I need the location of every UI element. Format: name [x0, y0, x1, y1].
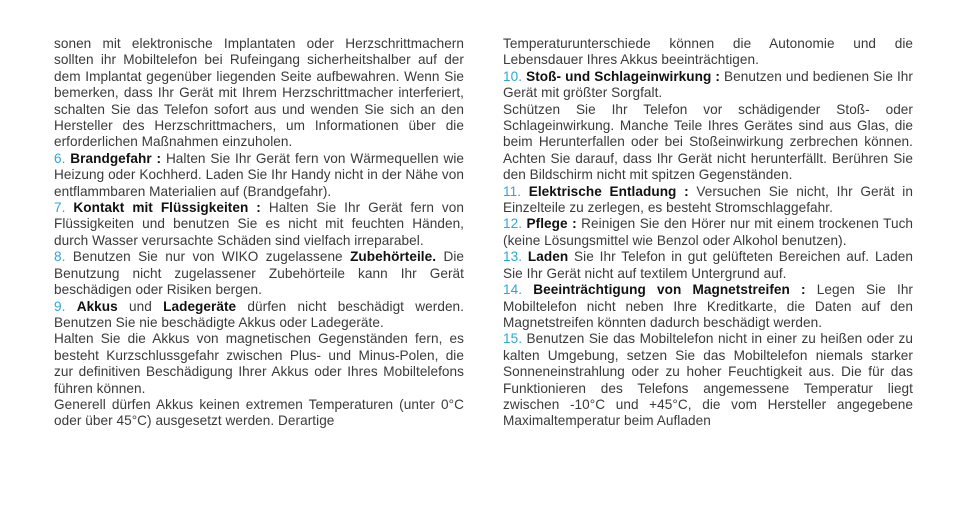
section-6 [54, 151, 464, 200]
paragraph-battery-temperature: Generell dürfen Akkus keinen extremen Temperaturen (unter 0°C oder über 45°C) ausgesetzt werden. Derartige [54, 396, 464, 429]
section-number: 15. [503, 331, 527, 347]
right-column [503, 36, 913, 430]
section-title: Ladegeräte [163, 298, 237, 314]
section-text: und [117, 298, 164, 314]
section-7 [54, 200, 464, 249]
section-number: 7. [54, 200, 74, 216]
section-text: Reinigen Sie den Hörer nur mit einem trockenen Tuch (keine Lösungsmittel wie Benzol oder Alkohol benutzen). [503, 216, 914, 248]
section-title: Stoß- und Schlageinwirkung : [526, 68, 720, 84]
section-title: Kontakt mit Flüssigkeiten : [73, 200, 261, 216]
section-number: 14. [503, 282, 534, 298]
section-text: Versuchen Sie nicht, Ihr Gerät in Einzelteile zu zerlegen, es besteht Stromschlaggefahr. [503, 183, 913, 216]
section-title: Beeinträchtigung von Magnetstreifen : [533, 282, 806, 298]
section-8 [54, 249, 464, 298]
section-number: 6. [54, 150, 71, 166]
section-title: Laden [527, 249, 569, 265]
paragraph-pacemaker: sonen mit elektronische Implantaten oder Herzschrittmachern sollten ihr Mobiltelefon bei Rufeingang sicherheitshalber auf der dem Implantat gegenüber liegenden Seite aufbewahren. Wenn Sie bemerken, dass Ihr Gerät mit Ihrem Herzschrittmacher interferiert, schalten Sie das Telefon sofort aus und wenden Sie sich an den Hersteller des Herzschrittmachers, um Informationen über die erforderlichen Maßnahmen einzuholen. [54, 36, 464, 150]
section-number: 10. [503, 68, 527, 84]
section-number: 13. [503, 249, 528, 265]
section-number: 11. [503, 183, 529, 199]
section-9 [54, 299, 464, 332]
section-11 [503, 184, 913, 217]
section-10 [503, 69, 913, 102]
section-number: 8. [54, 249, 73, 265]
section-number: 12. [503, 216, 527, 232]
left-column [54, 36, 464, 430]
section-text: Benutzen und bedienen Sie Ihr Gerät mit größter Sorgfalt. [503, 68, 913, 101]
section-13 [503, 249, 913, 282]
paragraph-impact-protection: Schützen Sie Ihr Telefon vor schädigender Stoß- oder Schlageinwirkung. Manche Teile Ihres Gerätes sind aus Glas, die beim Herunterfallen oder bei Stoßeinwirkung zerbrechen können. Achten Sie darauf, dass Ihr Gerät nicht herunterfällt. Berühren Sie den Bildschirm nicht mit spitzen Gegenständen. [503, 101, 913, 183]
section-text: Die Benutzung nicht zugelassener Zubehörteile kann Ihr Gerät beschädigen oder Risiken bergen. [54, 249, 465, 298]
section-text: Benutzen Sie das Mobiltelefon nicht in einer zu heißen oder zu kalten Umgebung, setzen Sie das Mobiltelefon niemals starker Sonneneinstrahlung oder zu hoher Feuchtigkeit aus. Die für das Funktionieren des Telefons angemessene Temperatur liegt zwischen -10°C und +45°C, die vom Hersteller angegebene Maximaltemperatur beim Aufladen [503, 331, 914, 429]
section-text: Halten Sie Ihr Gerät fern von Wärmequellen wie Heizung oder Kochherd. Laden Sie Ihr Handy nicht in der Nähe von entflammbaren Materialien auf (Brandgefahr). [54, 150, 465, 199]
section-title: Pflege : [526, 216, 577, 232]
section-text: Sie Ihr Telefon in gut gelüfteten Bereichen auf. Laden Sie Ihr Gerät nicht auf textilem Untergrund auf. [503, 249, 913, 281]
section-title: Akkus [76, 298, 118, 314]
section-title: Elektrische Entladung : [528, 183, 689, 199]
section-number: 9. [54, 298, 77, 314]
section-title: Brandgefahr : [70, 150, 162, 166]
section-text: Legen Sie Ihr Mobiltelefon nicht neben Ihre Kreditkarte, die Daten auf den Magnetstreifen könnten dadurch beschädigt werden. [503, 282, 914, 330]
section-text: Benutzen Sie nur von WIKO zugelassene [72, 249, 351, 265]
paragraph-magnetic-batteries: Halten Sie die Akkus von magnetischen Gegenständen fern, es besteht Kurzschlussgefahr zwischen Plus- und Minus-Polen, die zur definitiven Beschädigung Ihrer Akkus oder Ihres Mobiltelefons führen können. [54, 331, 464, 396]
section-title: Zubehörteile. [350, 249, 437, 265]
section-12 [503, 216, 913, 249]
section-text: Halten Sie Ihr Gerät fern von Flüssigkeiten und benutzen Sie es nicht mit feuchten Händen, durch Wasser verursachte Schäden sind vielfach irreparabel. [54, 200, 465, 248]
paragraph-temperature-continued: Temperaturunterschiede können die Autonomie und die Lebensdauer Ihres Akkus beeinträchtigen. [503, 36, 913, 68]
section-14 [503, 282, 913, 331]
section-text: dürfen nicht beschädigt werden. Benutzen Sie nie beschädigte Akkus oder Ladegeräte. [54, 298, 464, 330]
section-15 [503, 331, 913, 429]
